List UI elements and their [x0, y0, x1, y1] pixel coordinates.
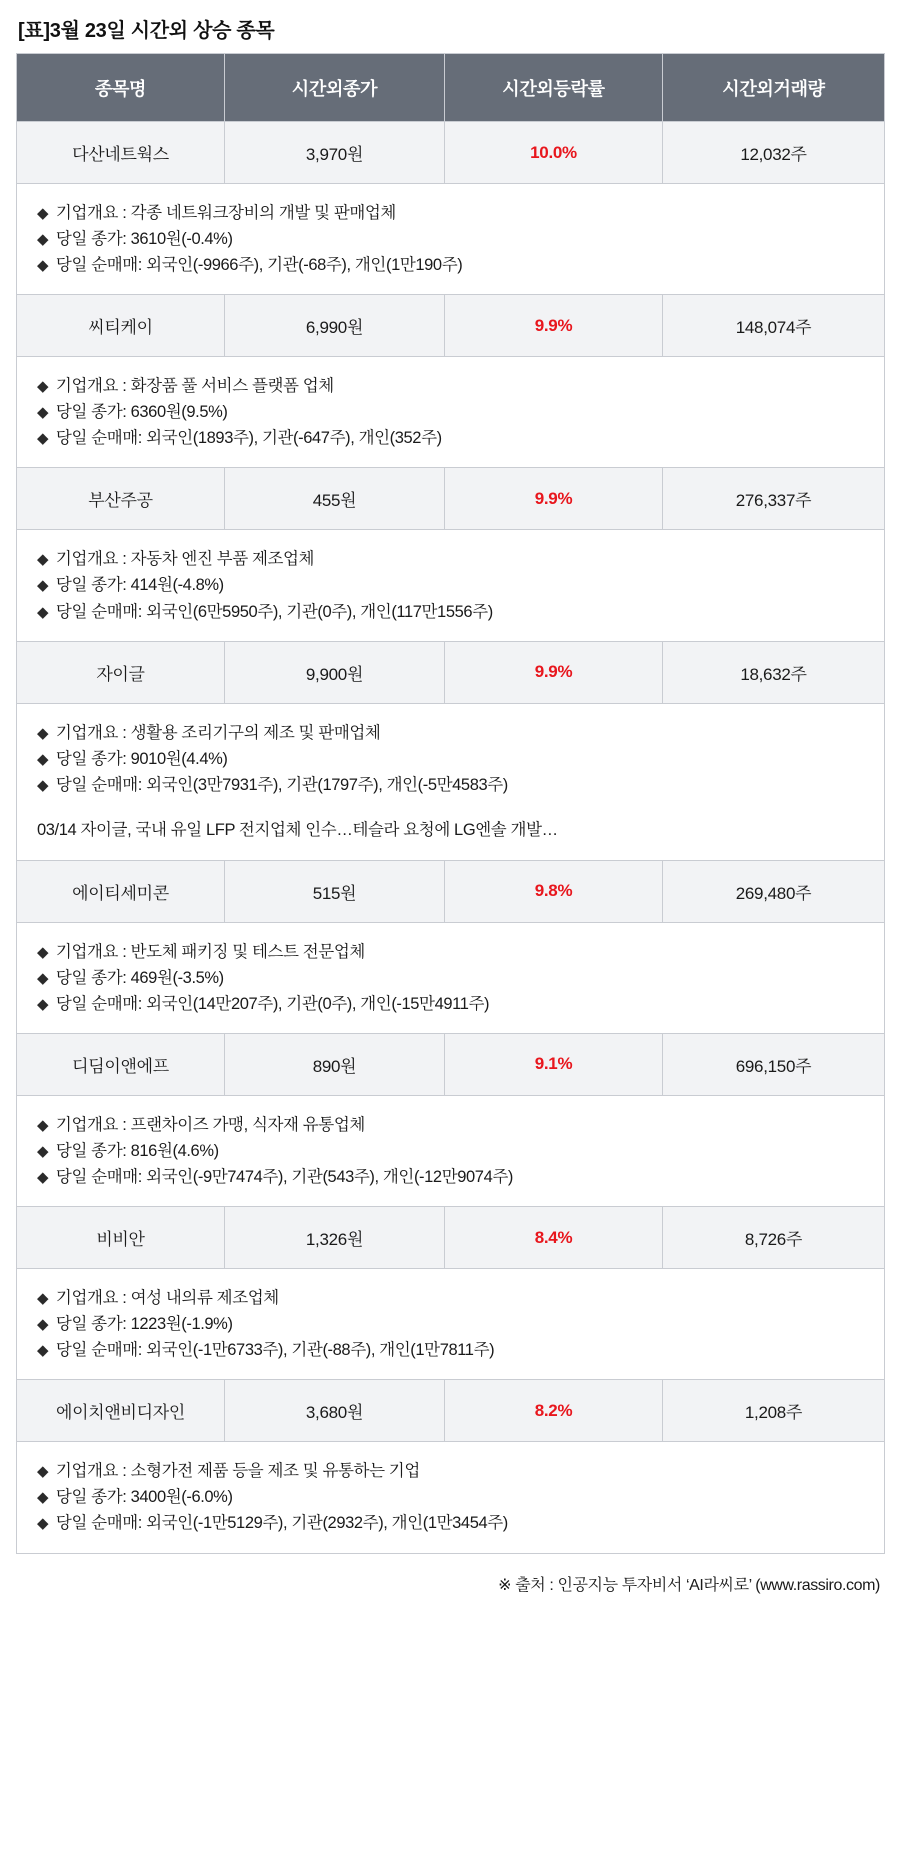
- diamond-bullet-icon: ◆: [37, 995, 52, 1013]
- diamond-bullet-icon: ◆: [37, 724, 52, 742]
- detail-cell: [17, 1442, 885, 1553]
- after-hours-change-rate-cell: 10.0%: [445, 122, 663, 184]
- detail-bullet-line: [37, 200, 866, 226]
- table-row[interactable]: [17, 122, 885, 184]
- detail-text: 당일 순매매: 외국인(-9만7474주), 기관(543주), 개인(-12만9074주): [55, 1168, 513, 1187]
- detail-text: 당일 종가: 6360원(9.5%): [55, 403, 228, 422]
- detail-text: 당일 순매매: 외국인(1893주), 기관(-647주), 개인(352주): [55, 429, 442, 448]
- detail-bullet-line: [37, 599, 866, 625]
- table-row[interactable]: [17, 860, 885, 922]
- after-hours-change-rate-cell: 9.9%: [445, 468, 663, 530]
- stock-name-cell: 에이티세미콘: [17, 860, 225, 922]
- diamond-bullet-icon: ◆: [37, 1316, 52, 1334]
- page-title: [표]3월 23일 시간외 상승 종목: [18, 20, 275, 42]
- detail-bullet-line: [37, 720, 866, 746]
- diamond-bullet-icon: ◆: [37, 943, 52, 961]
- diamond-bullet-icon: ◆: [37, 1143, 52, 1160]
- after-hours-volume-cell: 269,480주: [663, 860, 885, 922]
- after-hours-price-cell: 3,970원: [225, 122, 445, 184]
- detail-row: [17, 357, 885, 468]
- table-row[interactable]: [17, 468, 885, 530]
- detail-row: [17, 922, 885, 1033]
- detail-text: 기업개요 : 각종 네트워크장비의 개발 및 판매업체: [55, 204, 396, 222]
- diamond-bullet-icon: ◆: [37, 231, 52, 249]
- after-hours-change-rate-cell: 8.4%: [445, 1207, 663, 1269]
- detail-text: 기업개요 : 반도체 패키징 및 테스트 전문업체: [55, 942, 365, 961]
- after-hours-change-rate-cell: 8.2%: [445, 1380, 663, 1442]
- after-hours-change-rate-cell: 9.1%: [445, 1033, 663, 1095]
- detail-cell: [17, 1269, 885, 1380]
- detail-text: 당일 종가: 1223원(-1.9%): [55, 1315, 233, 1334]
- table-row[interactable]: [17, 295, 885, 357]
- detail-cell: [17, 1095, 885, 1206]
- after-hours-price-cell: 9,900원: [225, 641, 445, 703]
- detail-bullet-line: [37, 572, 866, 598]
- after-hours-volume-cell: 148,074주: [663, 295, 885, 357]
- detail-text: 당일 순매매: 외국인(-1만5129주), 기관(2932주), 개인(1만3454주): [55, 1514, 508, 1533]
- after-hours-price-cell: 890원: [225, 1033, 445, 1095]
- detail-bullet-line: [37, 425, 866, 451]
- after-hours-volume-cell: 276,337주: [663, 468, 885, 530]
- detail-row: [17, 1442, 885, 1553]
- detail-text: 당일 순매매: 외국인(-9966주), 기관(-68주), 개인(1만190주): [55, 256, 463, 275]
- detail-row: [17, 1095, 885, 1206]
- source-note: ※ 출처 : 인공지능 투자비서 ‘AI라씨로’ (www.rassiro.com): [498, 1576, 880, 1594]
- diamond-bullet-icon: ◆: [37, 1463, 52, 1481]
- column-header-price: 시간외종가: [225, 54, 445, 122]
- detail-bullet-line: [37, 746, 866, 772]
- diamond-bullet-icon: ◆: [37, 378, 52, 396]
- detail-text: 당일 종가: 414원(-4.8%): [55, 576, 224, 595]
- after-hours-volume-cell: 696,150주: [663, 1033, 885, 1095]
- detail-bullet-line: [37, 373, 866, 399]
- detail-bullet-line: [37, 1112, 866, 1138]
- detail-bullet-line: [37, 991, 866, 1017]
- detail-bullet-line: [37, 399, 866, 425]
- stock-name-cell: 디딤이앤에프: [17, 1033, 225, 1095]
- after-hours-price-cell: 6,990원: [225, 295, 445, 357]
- detail-bullet-line: [37, 546, 866, 572]
- after-hours-volume-cell: 1,208주: [663, 1380, 885, 1442]
- detail-bullet-line: [37, 1458, 866, 1484]
- diamond-bullet-icon: ◆: [37, 577, 52, 595]
- detail-text: 기업개요 : 생활용 조리기구의 제조 및 판매업체: [55, 723, 381, 742]
- detail-bullet-line: [37, 1164, 866, 1190]
- detail-text: 당일 종가: 816원(4.6%): [55, 1142, 219, 1160]
- table-row[interactable]: [17, 641, 885, 703]
- column-header-rate: 시간외등락률: [445, 54, 663, 122]
- table-header-row: [17, 54, 885, 122]
- detail-row: [17, 184, 885, 295]
- after-hours-volume-cell: 12,032주: [663, 122, 885, 184]
- detail-text: 당일 순매매: 외국인(-1만6733주), 기관(-88주), 개인(1만7811주): [55, 1341, 495, 1360]
- after-hours-gainers-table: [16, 53, 885, 1554]
- stock-name-cell: 다산네트웍스: [17, 122, 225, 184]
- detail-text: 기업개요 : 여성 내의류 제조업체: [55, 1289, 279, 1308]
- detail-cell: [17, 357, 885, 468]
- detail-bullet-line: [37, 1337, 866, 1363]
- detail-text: 기업개요 : 프랜차이즈 가맹, 식자재 유통업체: [55, 1115, 365, 1134]
- detail-text: 당일 순매매: 외국인(3만7931주), 기관(1797주), 개인(-5만4583주): [55, 775, 508, 794]
- detail-text: 기업개요 : 자동차 엔진 부품 제조업체: [55, 550, 315, 569]
- table-header: [17, 54, 885, 122]
- diamond-bullet-icon: ◆: [37, 257, 52, 275]
- detail-cell: [17, 184, 885, 295]
- diamond-bullet-icon: ◆: [37, 551, 52, 569]
- after-hours-price-cell: 1,326원: [225, 1207, 445, 1269]
- stock-name-cell: 자이글: [17, 641, 225, 703]
- detail-text: 당일 종가: 469원(-3.5%): [55, 968, 224, 987]
- after-hours-change-rate-cell: 9.8%: [445, 860, 663, 922]
- detail-text: 당일 종가: 3400원(-6.0%): [55, 1488, 233, 1507]
- detail-text: 당일 종가: 3610원(-0.4%): [55, 230, 233, 249]
- detail-row: [17, 530, 885, 641]
- detail-bullet-line: [37, 1510, 866, 1536]
- table-row[interactable]: [17, 1380, 885, 1442]
- detail-text: 당일 종가: 9010원(4.4%): [55, 749, 228, 768]
- diamond-bullet-icon: ◆: [37, 1116, 52, 1134]
- table-row[interactable]: [17, 1207, 885, 1269]
- detail-text: 기업개요 : 소형가전 제품 등을 제조 및 유통하는 기업: [55, 1462, 420, 1481]
- after-hours-change-rate-cell: 9.9%: [445, 641, 663, 703]
- diamond-bullet-icon: ◆: [37, 750, 52, 768]
- detail-bullet-line: [37, 1311, 866, 1337]
- diamond-bullet-icon: ◆: [37, 205, 52, 222]
- detail-row: [17, 1269, 885, 1380]
- diamond-bullet-icon: ◆: [37, 603, 52, 621]
- detail-bullet-line: [37, 252, 866, 278]
- diamond-bullet-icon: ◆: [37, 1342, 52, 1360]
- diamond-bullet-icon: ◆: [37, 1515, 52, 1533]
- diamond-bullet-icon: ◆: [37, 1489, 52, 1507]
- after-hours-change-rate-cell: 9.9%: [445, 295, 663, 357]
- detail-cell: [17, 703, 885, 860]
- diamond-bullet-icon: ◆: [37, 1169, 52, 1187]
- detail-bullet-line: [37, 1285, 866, 1311]
- detail-bullet-line: [37, 1138, 866, 1164]
- after-hours-volume-cell: 8,726주: [663, 1207, 885, 1269]
- detail-cell: [17, 922, 885, 1033]
- news-headline[interactable]: 03/14 자이글, 국내 유일 LFP 전지업체 인수…테슬라 요청에 LG엔솔 개발…: [37, 820, 558, 839]
- detail-bullet-line: [37, 965, 866, 991]
- column-header-name: 종목명: [17, 54, 225, 122]
- detail-text: 기업개요 : 화장품 풀 서비스 플랫폼 업체: [55, 377, 334, 396]
- stock-name-cell: 비비안: [17, 1207, 225, 1269]
- after-hours-price-cell: 455원: [225, 468, 445, 530]
- stock-name-cell: 에이치앤비디자인: [17, 1380, 225, 1442]
- stock-name-cell: 씨티케이: [17, 295, 225, 357]
- diamond-bullet-icon: ◆: [37, 430, 52, 448]
- detail-bullet-line: [37, 226, 866, 252]
- diamond-bullet-icon: ◆: [37, 969, 52, 987]
- detail-bullet-line: [37, 1484, 866, 1510]
- diamond-bullet-icon: ◆: [37, 404, 52, 422]
- stock-name-cell: 부산주공: [17, 468, 225, 530]
- after-hours-price-cell: 515원: [225, 860, 445, 922]
- detail-bullet-line: [37, 939, 866, 965]
- detail-bullet-line: [37, 772, 866, 798]
- diamond-bullet-icon: ◆: [37, 1290, 52, 1308]
- after-hours-price-cell: 3,680원: [225, 1380, 445, 1442]
- detail-row: [17, 703, 885, 860]
- table-row[interactable]: [17, 1033, 885, 1095]
- diamond-bullet-icon: ◆: [37, 776, 52, 794]
- detail-text: 당일 순매매: 외국인(6만5950주), 기관(0주), 개인(117만1556주): [55, 602, 493, 621]
- detail-text: 당일 순매매: 외국인(14만207주), 기관(0주), 개인(-15만4911주): [55, 994, 490, 1013]
- detail-cell: [17, 530, 885, 641]
- after-hours-volume-cell: 18,632주: [663, 641, 885, 703]
- column-header-volume: 시간외거래량: [663, 54, 885, 122]
- table-body: [17, 122, 885, 1554]
